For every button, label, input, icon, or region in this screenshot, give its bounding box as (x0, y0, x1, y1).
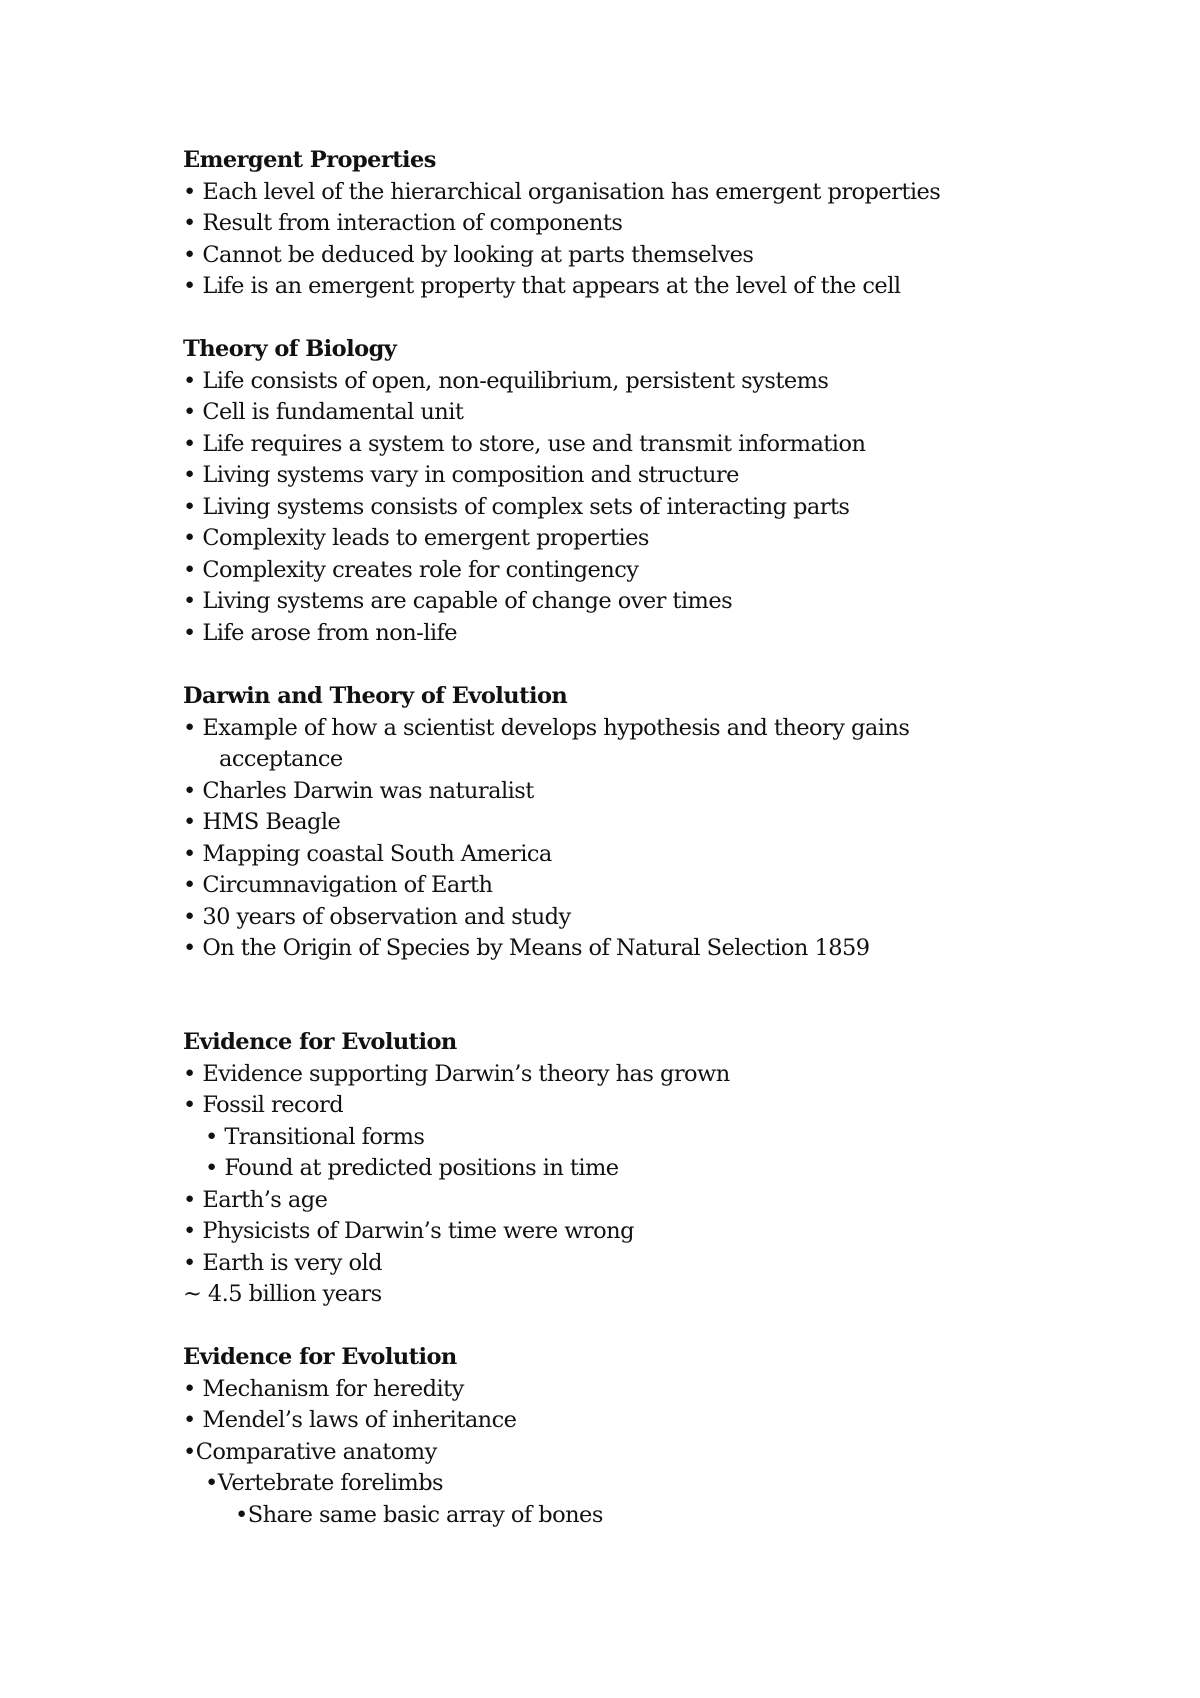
bullet-item: • Living systems are capable of change over times (183, 588, 733, 614)
sub-bullet-item: •Vertebrate forelimbs (205, 1470, 444, 1496)
bullet-item: • Mechanism for heredity (183, 1376, 464, 1402)
bullet-item: • Complexity creates role for contingency (183, 557, 639, 583)
bullet-item: • Earth is very old (183, 1250, 382, 1276)
bullet-item: • 30 years of observation and study (183, 904, 571, 930)
sub-bullet-item: • Transitional forms (205, 1124, 425, 1150)
bullet-item: • Life consists of open, non-equilibrium, persistent systems (183, 368, 829, 394)
bullet-item: • Cell is fundamental unit (183, 399, 464, 425)
bullet-item: • Physicists of Darwin’s time were wrong (183, 1218, 634, 1244)
bullet-continuation: acceptance (219, 746, 343, 772)
bullet-item: • Evidence supporting Darwin’s theory has grown (183, 1061, 730, 1087)
bullet-item: • Mapping coastal South America (183, 841, 552, 867)
bullet-item: • Example of how a scientist develops hypothesis and theory gains (183, 715, 910, 741)
bullet-item: • Fossil record (183, 1092, 344, 1118)
bullet-item: •Comparative anatomy (183, 1439, 437, 1465)
bullet-item: • Cannot be deduced by looking at parts themselves (183, 242, 754, 268)
bullet-item: • Complexity leads to emergent properties (183, 525, 649, 551)
section-heading-emergent-properties: Emergent Properties (183, 147, 436, 173)
bullet-item: • Charles Darwin was naturalist (183, 778, 534, 804)
bullet-item: • Life is an emergent property that appears at the level of the cell (183, 273, 901, 299)
section-heading-evidence-for-evolution: Evidence for Evolution (183, 1029, 457, 1055)
bullet-item: • Each level of the hierarchical organisation has emergent properties (183, 179, 941, 205)
bullet-item: • HMS Beagle (183, 809, 341, 835)
section-heading-evidence-for-evolution-2: Evidence for Evolution (183, 1344, 457, 1370)
bullet-item: • Earth’s age (183, 1187, 328, 1213)
section-heading-darwin-theory: Darwin and Theory of Evolution (183, 683, 568, 709)
section-heading-theory-of-biology: Theory of Biology (183, 336, 397, 362)
bullet-item: • Mendel’s laws of inheritance (183, 1407, 517, 1433)
sub-bullet-item: • Found at predicted positions in time (205, 1155, 619, 1181)
bullet-item: • Life arose from non-life (183, 620, 458, 646)
bullet-item: • Life requires a system to store, use and transmit information (183, 431, 866, 457)
bullet-item: • Living systems consists of complex sets of interacting parts (183, 494, 850, 520)
bullet-item: • Circumnavigation of Earth (183, 872, 493, 898)
plain-line: ~ 4.5 billion years (183, 1281, 382, 1307)
bullet-item: • On the Origin of Species by Means of Natural Selection 1859 (183, 935, 870, 961)
bullet-item: • Living systems vary in composition and structure (183, 462, 739, 488)
bullet-item: • Result from interaction of components (183, 210, 623, 236)
sub-sub-bullet-item: •Share same basic array of bones (235, 1502, 603, 1528)
